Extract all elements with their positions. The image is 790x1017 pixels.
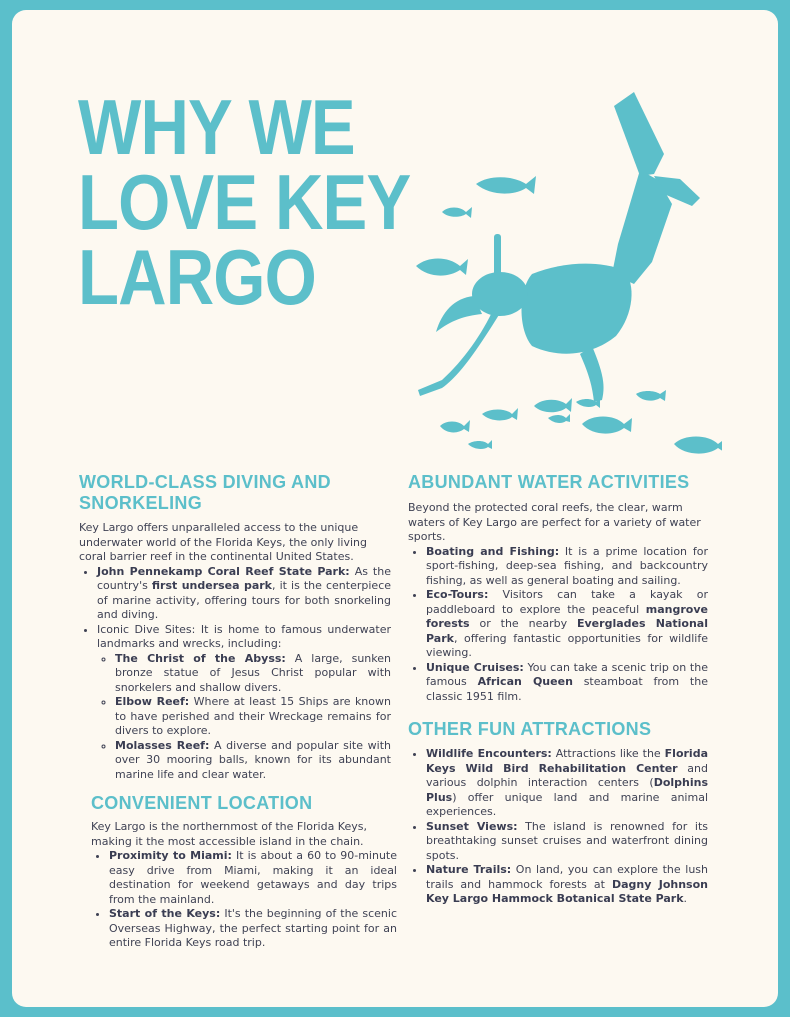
list-item: • Proximity to Miami: It is about a 60 to 90-minute easy drive from Miami, making it an ideal destination for weekend getaways and day trips from the mainland. <box>109 849 397 907</box>
fin-left <box>614 92 664 176</box>
diver-hair <box>436 296 482 332</box>
fish-9 <box>440 420 470 432</box>
fish-2 <box>442 207 472 218</box>
diver-arm-right <box>580 346 604 402</box>
attractions-list <box>408 747 708 907</box>
diver-arm-left <box>418 308 502 396</box>
fish-10 <box>582 417 632 434</box>
list-item: ◦ The Christ of the Abyss: A large, sunken bronze statue of Jesus Christ popular with snorkelers and shallow divers. <box>115 652 391 696</box>
diving-section <box>79 472 391 782</box>
list-item: • Start of the Keys: It's the beginning of the scenic Overseas Highway, the perfect starting point for an entire Florida Keys road trip. <box>109 907 397 951</box>
fish-1 <box>476 176 536 194</box>
snorkel-tube <box>494 234 501 294</box>
location-intro: Key Largo is the northernmost of the Florida Keys, making it the most accessible island in the chain. <box>91 820 367 848</box>
list-item: ◦ Molasses Reef: A diverse and popular site with over 30 mooring balls, known for its abundant marine life and clear water. <box>115 739 391 783</box>
location-list <box>91 849 397 951</box>
list-item: • Nature Trails: On land, you can explore the lush trails and hammock forests at Dagny Johnson Key Largo Hammock Botanical State Park. <box>426 863 708 907</box>
page-title <box>78 83 411 321</box>
title-line-3: LARGO <box>78 233 316 321</box>
attractions-section <box>408 719 708 907</box>
title-line-1: WHY WE <box>78 83 355 171</box>
water-intro: Beyond the protected coral reefs, the clear, warm waters of Key Largo are perfect for a variety of water sports. <box>408 501 701 543</box>
diving-heading: WORLD-CLASS DIVING AND SNORKELING <box>79 472 331 513</box>
diving-list <box>79 565 391 783</box>
water-heading: ABUNDANT WATER ACTIVITIES <box>408 472 690 492</box>
list-item: • Iconic Dive Sites: It is home to famous underwater landmarks and wrecks, including: ◦ The Christ of the Abyss: A large, sunken bronze statue of Jesus Christ popular with snorkelers and shallow divers. ◦ Elbow Reef: Where at least 15 Ships are known to have perished and their Wreckage remains for divers to explore. ◦ Molasses Reef: A diverse and popular site with over 30 mooring balls, known for its abundant marine life and clear water. <box>97 623 391 783</box>
snorkeler-with-fish-icon <box>402 84 722 464</box>
list-item: • Wildlife Encounters: Attractions like the Florida Keys Wild Bird Rehabilitation Center and various dolphin interaction centers (Dolphins Plus) offer unique land and marine animal experiences. <box>426 747 708 820</box>
attractions-heading: OTHER FUN ATTRACTIONS <box>408 719 652 739</box>
list-item: ◦ Elbow Reef: Where at least 15 Ships are known to have perished and their Wreckage remains for divers to explore. <box>115 695 391 739</box>
water-section <box>408 472 708 704</box>
title-line-2: LOVE KEY <box>78 158 411 246</box>
list-item: • Unique Cruises: You can take a scenic trip on the famous African Queen steamboat from the classic 1951 film. <box>426 661 708 705</box>
list-item: • John Pennekamp Coral Reef State Park: As the country's first undersea park, it is the centerpiece of marine activity, offering tours for both snorkeling and diving. <box>97 565 391 623</box>
fish-5 <box>482 408 518 420</box>
location-section <box>91 793 397 951</box>
list-item: • Boating and Fishing: It is a prime location for sport-fishing, deep-sea fishing, and backcountry fishing, as well as general boating and sailing. <box>426 545 708 589</box>
poster-page <box>12 10 778 1007</box>
fish-4 <box>534 398 572 412</box>
location-heading: CONVENIENT LOCATION <box>91 793 313 813</box>
list-item: • Eco-Tours: Visitors can take a kayak or paddleboard to explore the peaceful mangrove forests or the nearby Everglades National Park, offering fantastic opportunities for wildlife viewing. <box>426 588 708 661</box>
fish-6 <box>548 414 570 423</box>
diver-torso <box>522 264 632 354</box>
water-list <box>408 545 708 705</box>
fish-12 <box>674 437 722 454</box>
fish-8 <box>636 390 666 401</box>
diving-intro: Key Largo offers unparalleled access to the unique underwater world of the Florida Keys, the only living coral barrier reef in the continental United States. <box>79 521 368 563</box>
dive-sites-list <box>97 652 391 783</box>
fish-11 <box>468 440 492 449</box>
fish-3 <box>416 259 468 276</box>
list-item: • Sunset Views: The island is renowned for its breathtaking sunset cruises and waterfront dining spots. <box>426 820 708 864</box>
